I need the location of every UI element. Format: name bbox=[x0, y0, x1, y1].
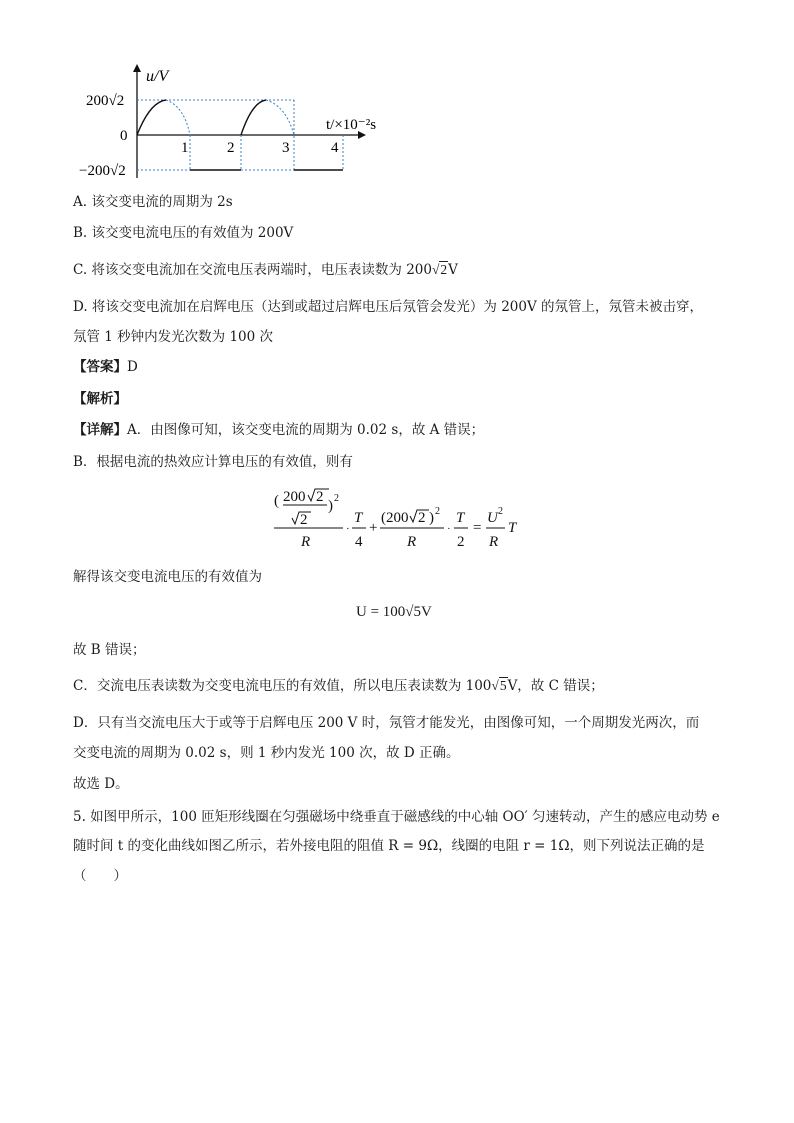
svg-text:): ) bbox=[328, 498, 333, 514]
svg-text:): ) bbox=[429, 510, 434, 526]
svg-text:T: T bbox=[456, 510, 465, 526]
svg-text:2: 2 bbox=[435, 506, 440, 517]
analysis-p6: D．只有当交流电压大于或等于启辉电压 200 V 时，氖管才能发光，由图像可知，一个周期发光两次，而 bbox=[73, 715, 700, 731]
effective-voltage-formula: U = 100√5V bbox=[356, 604, 432, 620]
q5-line1: 5. 如图甲所示，100 匝矩形线圈在匀强磁场中绕垂直于磁感线的中心轴 OO′ 匀速转动，产生的感应电动势 e bbox=[73, 809, 720, 825]
analysis-p3: 解得该交变电流电压的有效值为 bbox=[73, 569, 262, 585]
analysis-p5: C．交流电压表读数为交变电流电压的有效值，所以电压表读数为 100√5V，故 C 错误； bbox=[73, 678, 604, 694]
q5-line3: （ ） bbox=[73, 868, 127, 884]
y-bottom-label: −200√2 bbox=[79, 163, 126, 179]
analysis-label: 【解析】 bbox=[73, 391, 127, 407]
option-c-radicand: 2 bbox=[440, 262, 448, 277]
option-a: A. 该交变电流的周期为 2s bbox=[73, 194, 233, 210]
analysis-p4: 故 B 错误； bbox=[73, 642, 146, 658]
answer-line bbox=[73, 358, 138, 376]
answer-value: D bbox=[127, 359, 138, 375]
analysis-p1 bbox=[73, 421, 484, 439]
x-axis-label: t/×10⁻²s bbox=[326, 117, 377, 133]
option-c-text: C. 将该交变电流加在交流电压表两端时，电压表读数为 200 bbox=[73, 262, 432, 278]
option-d-line2: 氖管 1 秒钟内发光次数为 100 次 bbox=[73, 329, 274, 345]
option-d-line1: D. 将该交变电流加在启辉电压（达到或超过启辉电压后氖管会发光）为 200V 的氖管上，氖管未被击穿， bbox=[73, 299, 704, 315]
svg-text:+: + bbox=[369, 520, 378, 536]
svg-text:4: 4 bbox=[355, 534, 363, 550]
svg-text:(: ( bbox=[274, 493, 279, 509]
analysis-p2: B．根据电流的热效应计算电压的有效值，则有 bbox=[73, 454, 353, 470]
svg-text:·: · bbox=[346, 523, 350, 535]
analysis-p5-radicand: 5 bbox=[499, 678, 507, 693]
y-top-label: 200√2 bbox=[86, 93, 125, 109]
analysis-p1-text: A．由图像可知，该交变电流的周期为 0.02 s，故 A 错误； bbox=[127, 422, 485, 438]
x-tick-2: 2 bbox=[227, 140, 235, 156]
heat-effect-equation bbox=[0, 484, 794, 560]
x-tick-4: 4 bbox=[331, 140, 339, 156]
analysis-p5-text: C．交流电压表读数为交变电流电压的有效值，所以电压表读数为 100 bbox=[73, 678, 492, 694]
option-c-unit: V bbox=[448, 262, 458, 278]
analysis-p7: 交变电流的周期为 0.02 s，则 1 秒内发光 100 次，故 D 正确。 bbox=[73, 745, 460, 761]
y-zero-label: 0 bbox=[120, 128, 128, 144]
svg-text:=: = bbox=[473, 520, 482, 536]
svg-text:R: R bbox=[489, 534, 499, 550]
svg-text:2: 2 bbox=[498, 506, 503, 517]
x-tick-1: 1 bbox=[181, 140, 189, 156]
answer-label: 【答案】 bbox=[73, 359, 127, 375]
analysis-p5-tail: V，故 C 错误； bbox=[507, 678, 604, 694]
option-b: B. 该交变电流电压的有效值为 200V bbox=[73, 225, 294, 241]
svg-text:T: T bbox=[354, 510, 363, 526]
svg-text:R: R bbox=[407, 534, 417, 550]
svg-text:2: 2 bbox=[418, 510, 426, 526]
svg-text:200: 200 bbox=[283, 489, 306, 505]
svg-text:R: R bbox=[301, 534, 311, 550]
q5-line2: 随时间 t 的变化曲线如图乙所示，若外接电阻的阻值 R = 9Ω，线圈的电阻 r = 1Ω，则下列说法正确的是 bbox=[73, 838, 705, 854]
y-axis-label: u/V bbox=[146, 68, 169, 85]
x-tick-3: 3 bbox=[282, 140, 290, 156]
detail-label: 【详解】 bbox=[73, 422, 127, 438]
voltage-time-graph bbox=[0, 60, 794, 250]
svg-text:2: 2 bbox=[300, 512, 308, 528]
svg-text:2: 2 bbox=[457, 534, 465, 550]
svg-text:(200: (200 bbox=[381, 510, 409, 526]
option-c: C. 将该交变电流加在交流电压表两端时，电压表读数为 200√2V bbox=[73, 262, 458, 278]
y-axis-arrow bbox=[133, 64, 141, 72]
svg-text:U: U bbox=[487, 510, 498, 526]
svg-text:·: · bbox=[447, 523, 451, 535]
svg-text:2: 2 bbox=[334, 493, 339, 504]
svg-text:2: 2 bbox=[316, 489, 324, 505]
svg-text:T: T bbox=[508, 520, 517, 536]
analysis-p8: 故选 D。 bbox=[73, 776, 129, 792]
